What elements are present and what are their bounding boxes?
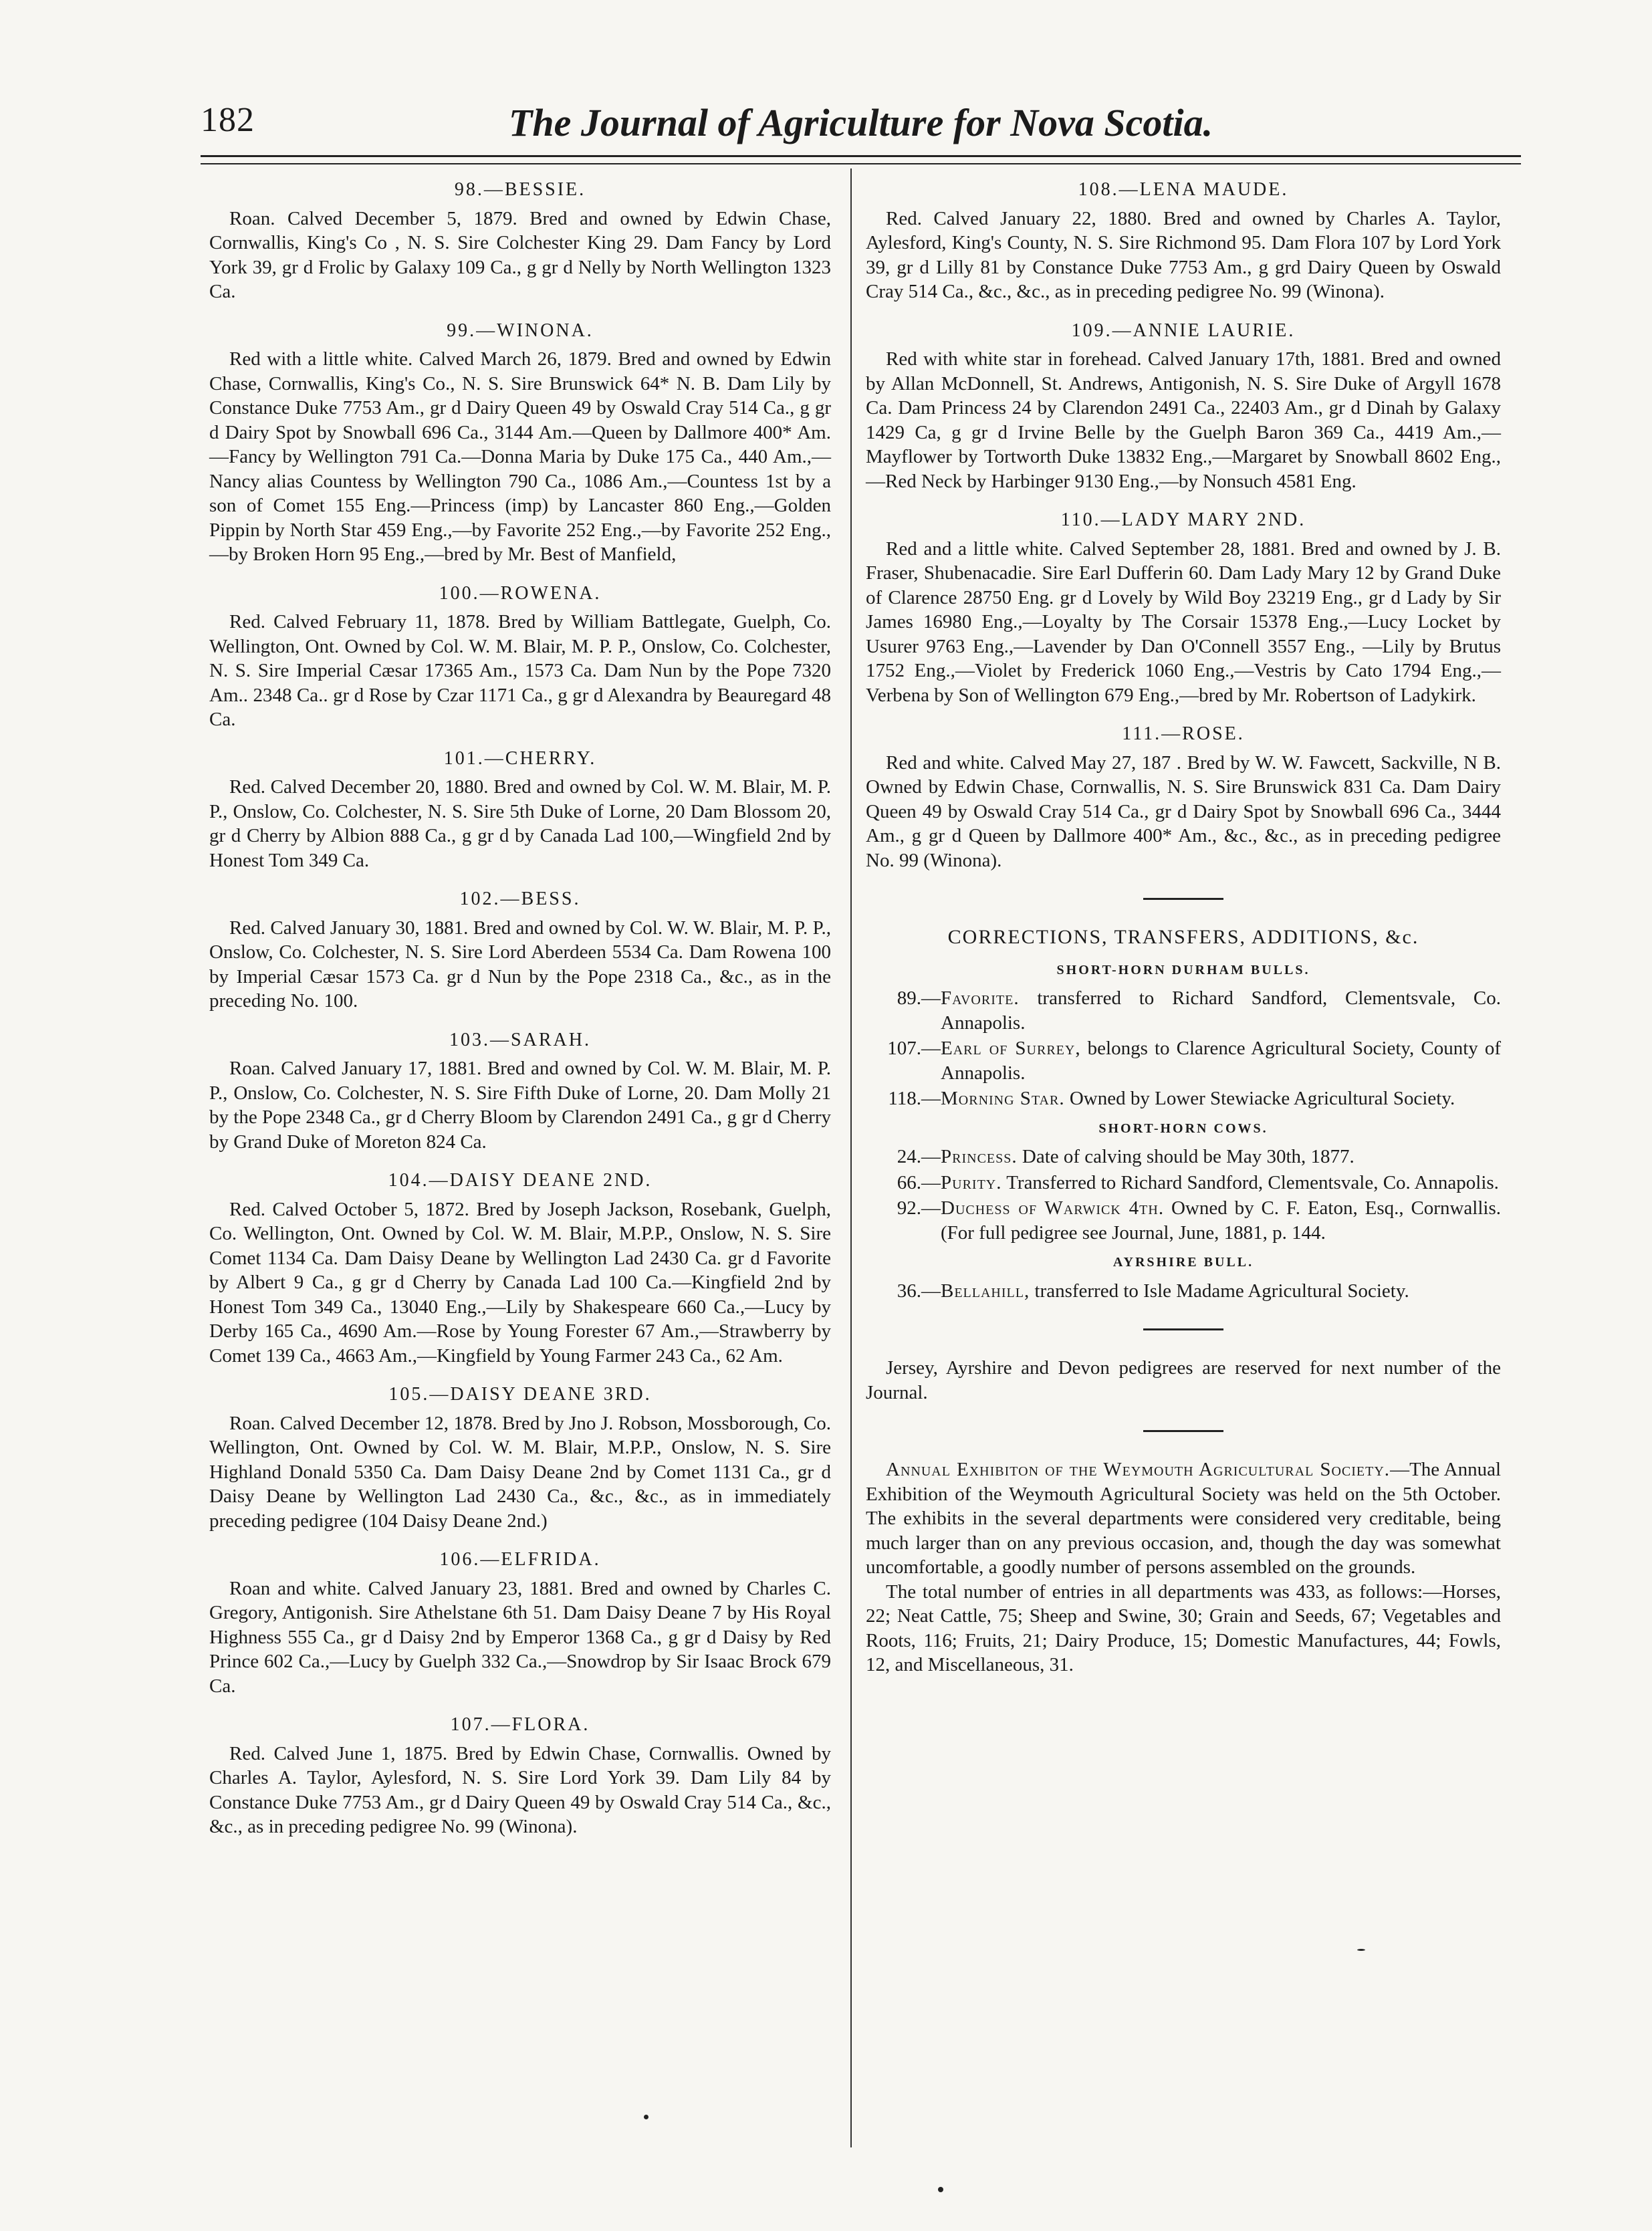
right-column bbox=[866, 175, 1501, 1677]
correction-item bbox=[866, 1036, 1501, 1085]
correction-number: 118.— bbox=[888, 1088, 941, 1109]
column-divider bbox=[850, 168, 852, 2147]
correction-number: 24.— bbox=[897, 1146, 941, 1167]
entry-title: 101.—CHERRY. bbox=[443, 747, 597, 769]
entry-title: 98.—BESSIE. bbox=[454, 179, 586, 200]
pedigree-entry bbox=[209, 747, 831, 873]
entry-body: Roan and white. Calved January 23, 1881. Bred and owned by Charles C. Gregory, Antigonish. Sire Athelstane 6th 51. Dam Daisy Deane 7 by His Royal Highness 555 Ca., gr d Daisy 2nd by Emperor 1368 Ca., g gr d Daisy by Red Prince 602 Ca.,—Lucy by Guelph 332 Ca.,—Snowdrop by Sir Isaac Brock 679 Ca. bbox=[209, 1577, 831, 1697]
correction-item bbox=[866, 986, 1501, 1035]
correction-name: Bellahill, bbox=[941, 1280, 1030, 1302]
section-rule bbox=[1143, 1328, 1223, 1330]
entry-body: Red and white. Calved May 27, 187 . Bred by W. W. Fawcett, Sackville, N B. Owned by Edwin Chase, Cornwallis, N. S. Sire Brunswick 831 Ca. Dam Dairy Queen 49 by Oswald Cray 514 Ca., gr d Dairy Spot by Snowball 696 Ca., 3444 Am., g gr d Queen by Dallmore 400* Am., &c., &c., as in preceding pedigree No. 99 (Winona). bbox=[866, 751, 1501, 871]
article-lead: Annual Exhibiton of the Weymouth Agricultural Society. bbox=[886, 1459, 1391, 1480]
correction-item bbox=[866, 1086, 1501, 1111]
pedigree-entry bbox=[209, 1548, 831, 1698]
correction-text: belongs to Clarence Agricultural Society, County of Annapolis. bbox=[941, 1038, 1501, 1084]
correction-number: 89.— bbox=[897, 987, 941, 1009]
article-paragraph: The total number of entries in all departments was 433, as follows:—Horses, 22; Neat Cattle, 75; Sheep and Swine, 30; Grain and Seeds, 67; Vegetables and Roots, 116; Fruits, 21; Dairy Produce, 15; Domestic Manufactures, 44; Fowls, 12, and Miscellaneous, 31. bbox=[866, 1580, 1501, 1675]
entry-body: Red. Calved June 1, 1875. Bred by Edwin Chase, Cornwallis. Owned by Charles A. Taylor, Aylesford, N. S. Sire Lord York 39. Dam Lily 84 by Constance Duke 7753 Am., gr d Dairy Queen 49 by Oswald Cray 514 Ca., &c., &c., as in preceding pedigree No. 99 (Winona). bbox=[209, 1742, 831, 1837]
correction-name: Morning Star. bbox=[941, 1088, 1065, 1109]
pedigree-entry bbox=[209, 319, 831, 567]
pedigree-entry bbox=[209, 887, 831, 1014]
correction-number: 66.— bbox=[897, 1171, 941, 1193]
correction-name: Princess. bbox=[941, 1146, 1018, 1167]
entry-title: 103.—SARAH. bbox=[449, 1029, 591, 1050]
entry-body: Red with a little white. Calved March 26, 1879. Bred and owned by Edwin Chase, Cornwallis, King's Co., N. S. Sire Brunswick 64* N. B. Dam Lily by Constance Duke 7753 Am., gr d Dairy Queen 49 by Oswald Cray 514 Ca., g gr d Dairy Spot by Snowball 696 Ca., 3144 Am.—Queen by Dallmore 400* Am.—Fancy by Wellington 791 Ca.—Donna Maria by Duke 175 Ca., 440 Am.,—Nancy alias Countess by Wellington 790 Ca., 1086 Am.,—Countess 1st by a son of Comet 155 Eng.—Princess (imp) by Lancaster 860 Eng.,—Golden Pippin by North Star 459 Eng.,—by Favorite 252 Eng.,—by Favorite 252 Eng.,—by Broken Horn 95 Eng.,—bred by Mr. Best of Manfield, bbox=[209, 348, 831, 565]
correction-name: Duchess of Warwick 4th. bbox=[941, 1197, 1165, 1219]
pedigree-entry bbox=[866, 508, 1501, 707]
correction-text: Transferred to Richard Sandford, Clementsvale, Co. Annapolis. bbox=[1001, 1171, 1499, 1193]
entry-title: 104.—DAISY DEANE 2ND. bbox=[388, 1170, 653, 1191]
speck bbox=[644, 2115, 648, 2119]
entry-title: 105.—DAISY DEANE 3RD. bbox=[388, 1384, 652, 1405]
corrections-title: CORRECTIONS, TRANSFERS, ADDITIONS, &c. bbox=[947, 926, 1419, 948]
entry-body: Red. Calved January 30, 1881. Bred and owned by Col. W. W. Blair, M. P. P., Onslow, Co. Colchester, N. S. Sire Lord Aberdeen 5534 Ca. Dam Rowena 100 by Imperial Cæsar 1573 Ca. gr d Nun by the Pope 2318 Ca., &c., as in the preceding No. 100. bbox=[209, 917, 831, 1012]
speck bbox=[1357, 1949, 1365, 1951]
entry-body: Red and a little white. Calved September 28, 1881. Bred and owned by J. B. Fraser, Shubenacadie. Sire Earl Dufferin 60. Dam Lady Mary 12 by Grand Duke of Clarence 28750 Eng. gr d Lovely by Wild Boy 23219 Eng., gr d Lady by Sir James 16980 Eng.,—Loyalty by The Corsair 15378 Eng.,—Lucy Locket by Usurer 9763 Eng.,—Lavender by Dan O'Connell 3557 Eng., —Lily by Brutus 1752 Eng.,—Violet by Frederick 1060 Eng.,—Vestris by Cato 1794 Eng.,—Verbena by Son of Wellington 679 Eng.,—bred by Mr. Robertson of Ladykirk. bbox=[866, 538, 1501, 706]
entry-title: 100.—ROWENA. bbox=[439, 582, 602, 604]
correction-text: Date of calving should be May 30th, 1877. bbox=[1017, 1146, 1354, 1167]
correction-text: transferred to Isle Madame Agricultural Society. bbox=[1030, 1280, 1409, 1302]
left-column bbox=[209, 175, 831, 1854]
entry-title: 107.—FLORA. bbox=[450, 1714, 590, 1735]
correction-text: Owned by C. F. Eaton, Esq., Cornwallis. (For full pedigree see Journal, June, 1881, p. 144. bbox=[941, 1197, 1501, 1244]
running-title: The Journal of Agriculture for Nova Scotia. bbox=[508, 101, 1213, 144]
entry-body: Roan. Calved December 12, 1878. Bred by Jno J. Robson, Mossborough, Co. Wellington, Ont. Owned by Col. W. M. Blair, M.P.P., Onslow, N. S. Sire Highland Donald 5350 Ca. Dam Daisy Deane 2nd by Comet 1131 Ca., gr d Daisy Deane by Wellington Lad 2430 Ca., &c., &c., as in immediately preceding pedigree (104 Daisy Deane 2nd.) bbox=[209, 1412, 831, 1532]
entry-title: 108.—LENA MAUDE. bbox=[1078, 179, 1289, 200]
pedigree-entry bbox=[866, 722, 1501, 872]
pedigree-entry bbox=[209, 1383, 831, 1533]
section-rule bbox=[1143, 1430, 1223, 1432]
header-rule bbox=[201, 155, 1521, 157]
correction-name: Favorite. bbox=[941, 987, 1020, 1009]
entry-title: 106.—ELFRIDA. bbox=[439, 1549, 601, 1570]
pedigree-entry bbox=[209, 178, 831, 304]
corrections-section bbox=[866, 925, 1501, 1303]
article-paragraph: —The Annual Exhibition of the Weymouth Agricultural Society was held on the 5th October. The exhibits in the several departments were considered very creditable, being much larger than on any previous occasion, and, though the day was somewhat uncomfortable, a goodly number of persons assembled on the grounds. bbox=[866, 1459, 1502, 1578]
entry-body: Red. Calved December 20, 1880. Bred and owned by Col. W. M. Blair, M. P. P., Onslow, Co. Colchester, N. S. Sire 5th Duke of Lorne, 20 Dam Blossom 20, gr d Cherry by Albion 888 Ca., g gr d by Canada Lad 100,—Wingfield 2nd by Honest Tom 349 Ca. bbox=[209, 776, 831, 871]
correction-item bbox=[866, 1279, 1501, 1304]
correction-item bbox=[866, 1145, 1501, 1169]
pedigree-entry bbox=[209, 582, 831, 732]
pedigree-entry bbox=[866, 178, 1501, 304]
header-rule-double bbox=[201, 163, 1521, 164]
entry-body: Red. Calved October 5, 1872. Bred by Joseph Jackson, Rosebank, Guelph, Co. Wellington, Ont. Owned by Col. W. M. Blair, M.P.P., Onslow, N. S. Sire Comet 1134 Ca. Dam Daisy Deane by Wellington Lad 2430 Ca. gr d Favorite by Albert 9 Ca., g gr d Cherry by Canada Lad 100 Ca.—Kingfield 2nd by Honest Tom 349 Ca., 13040 Eng.,—Lily by Shakespeare 660 Ca.,—Lucy by Derby 165 Ca., 4690 Am.—Rose by Young Forester 67 Am.,—Strawberry by Comet 139 Ca., 4663 Am.,—Kingfield by Young Farmer 243 Ca., 62 Am. bbox=[209, 1198, 831, 1367]
page-header bbox=[201, 100, 1521, 154]
corrections-subheading: SHORT-HORN COWS. bbox=[1098, 1121, 1268, 1136]
pedigree-entry bbox=[209, 1713, 831, 1839]
correction-number: 36.— bbox=[897, 1280, 941, 1302]
corrections-subheading: AYRSHIRE BULL. bbox=[1112, 1255, 1254, 1270]
pedigree-entry bbox=[866, 319, 1501, 494]
correction-text: Owned by Lower Stewiacke Agricultural Society. bbox=[1064, 1088, 1455, 1109]
correction-number: 92.— bbox=[897, 1197, 941, 1219]
correction-item bbox=[866, 1171, 1501, 1195]
pedigree-entry bbox=[209, 1028, 831, 1155]
correction-number: 107.— bbox=[887, 1038, 941, 1059]
speck bbox=[938, 2187, 943, 2192]
correction-text: transferred to Richard Sandford, Clementsvale, Co. Annapolis. bbox=[941, 987, 1501, 1034]
page-number: 182 bbox=[201, 101, 255, 139]
corrections-subheading: SHORT-HORN DURHAM BULLS. bbox=[1056, 962, 1310, 977]
weymouth-article bbox=[866, 1457, 1501, 1677]
entry-body: Roan. Calved December 5, 1879. Bred and owned by Edwin Chase, Cornwallis, King's Co , N. S. Sire Colchester King 29. Dam Fancy by Lord York 39, gr d Frolic by Galaxy 109 Ca., g gr d Nelly by North Wellington 1323 Ca. bbox=[209, 207, 831, 302]
entry-title: 111.—ROSE. bbox=[1122, 723, 1245, 744]
entry-body: Roan. Calved January 17, 1881. Bred and owned by Col. W. M. Blair, M. P. P., Onslow, Co. Colchester, N. S. Sire Fifth Duke of Lorne, 20. Dam Molly 21 by the Pope 2348 Ca., gr d Cherry Bloom by Clarendon 2491 Ca., g gr d Cherry by Grand Duke of Moreton 824 Ca. bbox=[209, 1058, 831, 1153]
section-rule bbox=[1143, 898, 1223, 900]
correction-name: Purity. bbox=[941, 1171, 1002, 1193]
pedigree-entry bbox=[209, 1169, 831, 1368]
reserved-note: Jersey, Ayrshire and Devon pedigrees are reserved for next number of the Journal. bbox=[866, 1357, 1501, 1403]
entry-title: 109.—ANNIE LAURIE. bbox=[1071, 320, 1296, 341]
correction-item bbox=[866, 1196, 1501, 1245]
entry-body: Red. Calved February 11, 1878. Bred by William Battlegate, Guelph, Co. Wellington, Ont. Owned by Col. W. M. Blair, M. P. P., Onslow, Co. Colchester, N. S. Sire Imperial Cæsar 17365 Am., 1573 Ca. Dam Nun by the Pope 7320 Am.. 2348 Ca.. gr d Rose by Czar 1171 Ca., g gr d Alexandra by Beauregard 48 Ca. bbox=[209, 611, 831, 730]
entry-title: 99.—WINONA. bbox=[447, 320, 594, 341]
entry-body: Red with white star in forehead. Calved January 17th, 1881. Bred and owned by Allan McDonnell, St. Andrews, Antigonish, N. S. Sire Duke of Argyll 1678 Ca. Dam Princess 24 by Clarendon 2491 Ca., 22403 Am., gr d Dinah by Galaxy 1429 Ca, g gr d Irvine Belle by the Guelph Baron 369 Ca., 4419 Am.,—Mayflower by Tortworth Duke 13832 Eng.,—Margaret by Snowball 8602 Eng., —Red Neck by Harbinger 9130 Eng.,—by Nonsuch 4581 Eng. bbox=[866, 348, 1501, 492]
entry-title: 110.—LADY MARY 2ND. bbox=[1060, 509, 1306, 530]
entry-title: 102.—BESS. bbox=[459, 889, 581, 909]
entry-body: Red. Calved January 22, 1880. Bred and owned by Charles A. Taylor, Aylesford, King's County, N. S. Sire Richmond 95. Dam Flora 107 by Lord York 39, gr d Lilly 81 by Constance Duke 7753 Am., g grd Dairy Queen by Oswald Cray 514 Ca., &c., &c., as in preceding pedigree No. 99 (Winona). bbox=[866, 207, 1501, 302]
correction-name: Earl of Surrey, bbox=[941, 1038, 1081, 1059]
